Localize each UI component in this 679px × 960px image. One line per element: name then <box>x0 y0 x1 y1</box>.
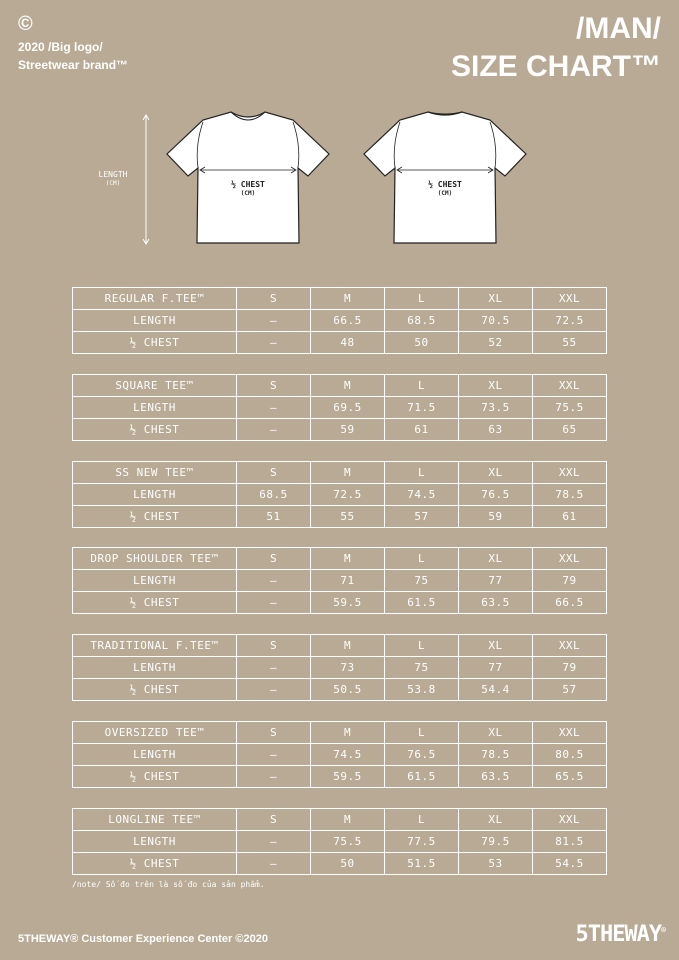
chest-unit: (CM) <box>240 189 256 197</box>
measurement-value: 57 <box>385 506 459 528</box>
size-table <box>72 461 607 528</box>
brand-line-year: 2020 /Big logo/ <box>18 40 103 54</box>
size-header: M <box>311 722 385 744</box>
measurement-value: 72.5 <box>533 310 607 332</box>
table-row <box>73 570 607 592</box>
measurement-value: 63.5 <box>459 592 533 614</box>
measurement-value: 63 <box>459 419 533 441</box>
measurement-value: – <box>237 310 311 332</box>
measurement-value: 78.5 <box>459 744 533 766</box>
measurement-value: – <box>237 679 311 701</box>
measurement-value: 71 <box>311 570 385 592</box>
measurement-label: ½ CHEST <box>73 419 237 441</box>
measurement-label: ½ CHEST <box>73 853 237 875</box>
measurement-value: 50 <box>385 332 459 354</box>
measurement-value: 53.8 <box>385 679 459 701</box>
measurement-value: 81.5 <box>533 831 607 853</box>
size-header: L <box>385 462 459 484</box>
measurement-value: 75.5 <box>311 831 385 853</box>
measurement-value: 61 <box>533 506 607 528</box>
size-table <box>72 808 607 875</box>
measurement-value: 73 <box>311 657 385 679</box>
table-header-row <box>73 809 607 831</box>
size-table <box>72 634 607 701</box>
measurement-label: LENGTH <box>73 657 237 679</box>
size-header: XL <box>459 548 533 570</box>
size-table <box>72 287 607 354</box>
product-name: OVERSIZED TEE™ <box>73 722 237 744</box>
length-unit: (CM) <box>105 180 121 187</box>
size-header: XL <box>459 722 533 744</box>
measurement-value: 79 <box>533 570 607 592</box>
measurement-value: 61.5 <box>385 766 459 788</box>
measurement-value: 52 <box>459 332 533 354</box>
table-header-row <box>73 462 607 484</box>
measurement-value: – <box>237 831 311 853</box>
size-header: S <box>237 635 311 657</box>
size-header: XL <box>459 375 533 397</box>
measurement-value: 66.5 <box>311 310 385 332</box>
size-header: XXL <box>533 288 607 310</box>
measurement-value: 74.5 <box>311 744 385 766</box>
measurement-value: 61.5 <box>385 592 459 614</box>
measurement-value: 80.5 <box>533 744 607 766</box>
size-header: XXL <box>533 462 607 484</box>
size-header: XL <box>459 462 533 484</box>
size-header: L <box>385 809 459 831</box>
product-name: SQUARE TEE™ <box>73 375 237 397</box>
size-header: S <box>237 809 311 831</box>
measurement-value: 59 <box>459 506 533 528</box>
size-header: M <box>311 288 385 310</box>
measurement-value: 55 <box>533 332 607 354</box>
measurement-value: 76.5 <box>459 484 533 506</box>
measurement-value: 77.5 <box>385 831 459 853</box>
measurement-value: 73.5 <box>459 397 533 419</box>
size-header: XXL <box>533 635 607 657</box>
measurement-value: 65 <box>533 419 607 441</box>
chest-unit-back: (CM) <box>437 189 453 197</box>
measurement-value: 72.5 <box>311 484 385 506</box>
size-header: M <box>311 635 385 657</box>
size-header: XL <box>459 288 533 310</box>
measurement-label: LENGTH <box>73 310 237 332</box>
length-label <box>88 170 138 188</box>
table-row <box>73 332 607 354</box>
measurement-value: 51 <box>237 506 311 528</box>
measurement-label: LENGTH <box>73 744 237 766</box>
brand-logo <box>575 922 665 947</box>
size-header: L <box>385 722 459 744</box>
size-header: S <box>237 375 311 397</box>
table-row <box>73 853 607 875</box>
table-header-row <box>73 548 607 570</box>
chest-label-text-back: ½ CHEST <box>428 180 462 189</box>
measurement-value: – <box>237 570 311 592</box>
size-header: S <box>237 722 311 744</box>
measurement-label: ½ CHEST <box>73 332 237 354</box>
size-header: XXL <box>533 722 607 744</box>
measurement-value: 50 <box>311 853 385 875</box>
measurement-value: 61 <box>385 419 459 441</box>
measurement-value: – <box>237 853 311 875</box>
measurement-label: LENGTH <box>73 831 237 853</box>
copyright-symbol: © <box>18 13 33 35</box>
tee-diagram <box>0 100 679 260</box>
table-row <box>73 310 607 332</box>
measurement-value: 75.5 <box>533 397 607 419</box>
brand-logo-text: 5THEWAY <box>575 922 662 947</box>
size-header: XL <box>459 809 533 831</box>
size-header: L <box>385 635 459 657</box>
product-name: LONGLINE TEE™ <box>73 809 237 831</box>
measurement-value: 54.5 <box>533 853 607 875</box>
product-name: DROP SHOULDER TEE™ <box>73 548 237 570</box>
measurement-note: /note/ Số đo trên là số đo của sản phẩm. <box>72 880 265 889</box>
table-header-row <box>73 375 607 397</box>
size-header: L <box>385 375 459 397</box>
size-header: S <box>237 462 311 484</box>
measurement-value: 70.5 <box>459 310 533 332</box>
size-header: M <box>311 548 385 570</box>
chest-label-front <box>213 180 283 197</box>
chest-label-back <box>410 180 480 197</box>
measurement-label: LENGTH <box>73 570 237 592</box>
measurement-label: LENGTH <box>73 484 237 506</box>
page-title: SIZE CHART™ <box>451 50 661 83</box>
table-row <box>73 744 607 766</box>
size-header: L <box>385 548 459 570</box>
size-table <box>72 374 607 441</box>
length-arrow-icon <box>140 112 152 247</box>
measurement-label: ½ CHEST <box>73 506 237 528</box>
table-row <box>73 419 607 441</box>
measurement-value: 63.5 <box>459 766 533 788</box>
measurement-value: 59 <box>311 419 385 441</box>
size-header: S <box>237 548 311 570</box>
tee-back-icon <box>362 100 528 246</box>
table-row <box>73 506 607 528</box>
size-table <box>72 721 607 788</box>
measurement-value: 59.5 <box>311 766 385 788</box>
measurement-label: LENGTH <box>73 397 237 419</box>
measurement-value: 77 <box>459 570 533 592</box>
measurement-value: – <box>237 332 311 354</box>
measurement-value: 54.4 <box>459 679 533 701</box>
measurement-value: 48 <box>311 332 385 354</box>
measurement-value: – <box>237 397 311 419</box>
measurement-value: – <box>237 419 311 441</box>
measurement-label: ½ CHEST <box>73 766 237 788</box>
measurement-value: 79 <box>533 657 607 679</box>
measurement-value: – <box>237 592 311 614</box>
measurement-value: 57 <box>533 679 607 701</box>
measurement-value: 50.5 <box>311 679 385 701</box>
product-name: REGULAR F.TEE™ <box>73 288 237 310</box>
table-row <box>73 679 607 701</box>
size-header: L <box>385 288 459 310</box>
size-header: XXL <box>533 548 607 570</box>
table-row <box>73 831 607 853</box>
size-header: M <box>311 809 385 831</box>
measurement-value: 77 <box>459 657 533 679</box>
brand-line-tagline: Streetwear brand™ <box>18 58 129 72</box>
measurement-value: 75 <box>385 570 459 592</box>
table-row <box>73 397 607 419</box>
measurement-value: 65.5 <box>533 766 607 788</box>
product-name: SS NEW TEE™ <box>73 462 237 484</box>
table-row <box>73 592 607 614</box>
measurement-value: 59.5 <box>311 592 385 614</box>
measurement-value: 74.5 <box>385 484 459 506</box>
measurement-label: ½ CHEST <box>73 592 237 614</box>
measurement-value: 75 <box>385 657 459 679</box>
size-header: XXL <box>533 809 607 831</box>
measurement-value: 69.5 <box>311 397 385 419</box>
measurement-value: 71.5 <box>385 397 459 419</box>
measurement-value: 76.5 <box>385 744 459 766</box>
measurement-value: 79.5 <box>459 831 533 853</box>
chest-label-text: ½ CHEST <box>231 180 265 189</box>
measurement-value: 78.5 <box>533 484 607 506</box>
measurement-value: – <box>237 657 311 679</box>
tee-front-icon <box>165 100 331 246</box>
table-row <box>73 484 607 506</box>
measurement-value: 53 <box>459 853 533 875</box>
table-header-row <box>73 722 607 744</box>
size-header: M <box>311 462 385 484</box>
size-header: M <box>311 375 385 397</box>
measurement-label: ½ CHEST <box>73 679 237 701</box>
measurement-value: 68.5 <box>385 310 459 332</box>
measurement-value: 55 <box>311 506 385 528</box>
measurement-value: – <box>237 744 311 766</box>
measurement-value: – <box>237 766 311 788</box>
size-table <box>72 547 607 614</box>
table-header-row <box>73 635 607 657</box>
measurement-value: 51.5 <box>385 853 459 875</box>
page-title-gender: /MAN/ <box>576 12 661 45</box>
footer-text: 5THEWAY® Customer Experience Center ©2020 <box>18 933 268 945</box>
size-header: S <box>237 288 311 310</box>
table-row <box>73 657 607 679</box>
measurement-value: 68.5 <box>237 484 311 506</box>
size-header: XL <box>459 635 533 657</box>
table-header-row <box>73 288 607 310</box>
product-name: TRADITIONAL F.TEE™ <box>73 635 237 657</box>
length-label-text: LENGTH <box>98 170 128 179</box>
measurement-value: 66.5 <box>533 592 607 614</box>
size-header: XXL <box>533 375 607 397</box>
table-row <box>73 766 607 788</box>
brand-logo-mark: ® <box>661 925 665 935</box>
